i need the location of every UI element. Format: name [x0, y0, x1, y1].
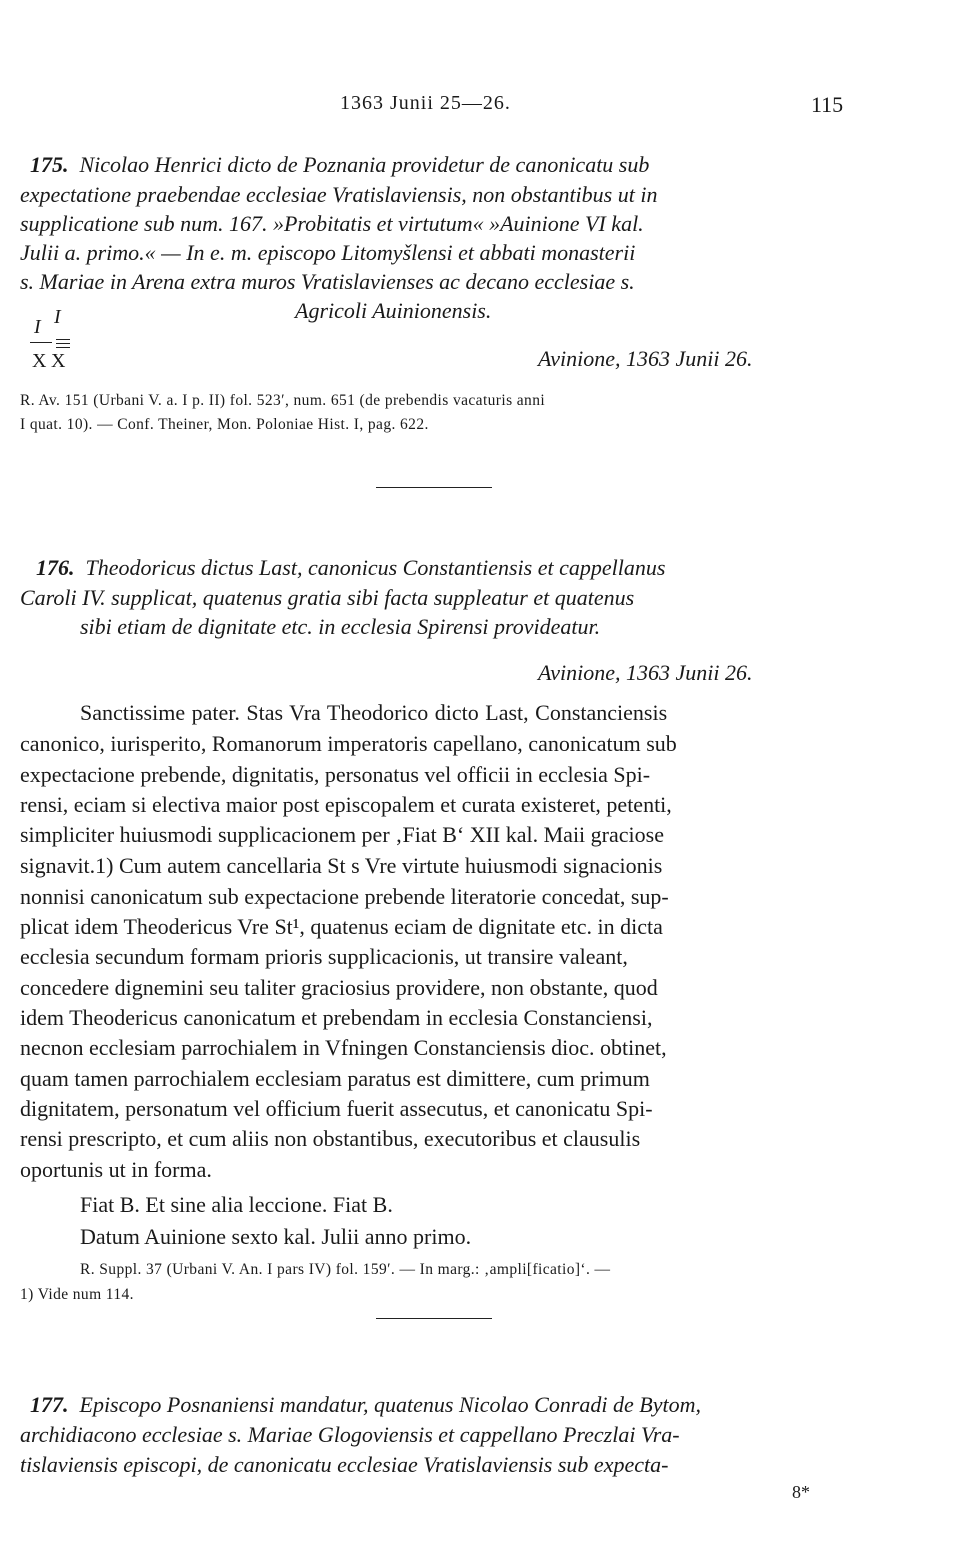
body-line-15: rensi prescripto, et cum aliis non obstantibus, executoribus et clausulis [20, 1126, 641, 1151]
entry-176-place-date: Avinione, 1363 Junii 26. [538, 660, 753, 685]
footnote: 1) Vide num 114. [20, 1286, 134, 1303]
fraction-bottom-right: X [51, 350, 66, 372]
entry-175-source-1: R. Av. 151 (Urbani V. a. I p. II) fol. 523′, num. 651 (de prebendis vacaturis anni [20, 392, 546, 409]
body-line-13: quam tamen parrochialem ecclesiam paratus est dimittere, cum primum [20, 1066, 650, 1091]
fraction-bar-right-3 [56, 347, 70, 348]
section-divider [376, 487, 492, 488]
body-line-10: concedere dignemini seu taliter graciosius providere, non obstante, quod [20, 975, 658, 1000]
fraction-bottom-left: X [32, 350, 47, 372]
fraction-bar-right-2 [56, 343, 70, 344]
body-line-11: idem Theodericus canonicatum et prebendam in ecclesia Constanciensi, [20, 1005, 653, 1030]
entry-177-line-2: archidiacono ecclesiae s. Mariae Glogoviensis et cappellano Preczlai Vra- [20, 1422, 680, 1447]
entry-175-source-2: I quat. 10). — Conf. Theiner, Mon. Poloniae Hist. I, pag. 622. [20, 416, 429, 433]
section-divider [376, 1318, 492, 1319]
entry-176-line-2: Caroli IV. supplicat, quatenus gratia sibi facta suppleatur et quatenus [20, 585, 635, 610]
body-line-7: nonnisi canonicatum sub expectacione prebende literatorie concedat, sup- [20, 884, 669, 909]
entry-175-line-6: Agricoli Auinionensis. [295, 298, 492, 323]
entry-177-line-3: tislaviensis episcopi, de canonicatu ecclesiae Vratislaviensis sub expecta- [20, 1452, 669, 1477]
entry-number: 177. [30, 1392, 69, 1417]
running-head: 1363 Junii 25—26. [340, 92, 511, 114]
entry-176-line-1: 176. Theodoricus dictus Last, canonicus Constantiensis et cappellanus [36, 555, 666, 580]
entry-176-source: R. Suppl. 37 (Urbani V. An. I pars IV) fol. 159′. — In marg.: ‚ampli[ficatio]‘. — [80, 1261, 611, 1278]
page-header [0, 92, 960, 122]
body-line-12: necnon ecclesiam parrochialem in Vfningen Constanciensis dioc. obtinet, [20, 1035, 667, 1060]
body-line-5: simpliciter huiusmodi supplicacionem per ‚Fiat B‘ XII kal. Maii graciose [20, 822, 664, 847]
entry-175-line-1: 175. Nicolao Henrici dicto de Poznania providetur de canonicatu sub [30, 152, 650, 177]
fiat-line: Fiat B. Et sine alia leccione. Fiat B. [80, 1192, 393, 1217]
datum-line: Datum Auinione sexto kal. Julii anno primo. [80, 1224, 472, 1249]
entry-175-place-date: Avinione, 1363 Junii 26. [538, 346, 753, 371]
entry-175-line-3: supplicatione sub num. 167. »Probitatis et virtutum« »Auinione VI kal. [20, 211, 644, 236]
body-line-1: Sanctissime pater. Stas Vra Theodorico dicto Last, Constanciensis [80, 700, 668, 725]
body-line-6: signavit.1) Cum autem cancellaria St s Vre virtute huiusmodi signacionis [20, 853, 663, 878]
entry-177-line-1: 177. Episcopo Posnaniensi mandatur, quatenus Nicolao Conradi de Bytom, [30, 1392, 701, 1417]
body-line-14: dignitatem, personatum vel officium fuerit assecutus, et canonicatu Spi- [20, 1096, 653, 1121]
body-line-2: canonico, iurisperito, Romanorum imperatoris capellano, canonicatum sub [20, 731, 677, 756]
entry-175-line-2: expectatione praebendae ecclesiae Vratislaviensis, non obstantibus ut in [20, 182, 658, 207]
fraction-bar-left [30, 342, 52, 343]
body-line-4: rensi, eciam si electiva maior post episcopalem et curata existeret, petenti, [20, 792, 672, 817]
entry-175-line-5: s. Mariae in Arena extra muros Vratislavienses ac decano ecclesiae s. [20, 269, 635, 294]
body-line-9: ecclesia secundum formam prioris supplicacionis, ut transire valeant, [20, 944, 628, 969]
body-line-8: plicat idem Theodericus Vre St¹, quatenus eciam de dignitate etc. in dicta [20, 914, 663, 939]
body-line-3: expectacione prebende, dignitatis, personatus vel officii in ecclesia Spi- [20, 762, 651, 787]
entry-number: 175. [30, 152, 69, 177]
entry-176-line-3: sibi etiam de dignitate etc. in ecclesia Spirensi provideatur. [80, 614, 601, 639]
body-line-16: oportunis ut in forma. [20, 1157, 212, 1182]
page-number: 115 [811, 92, 844, 117]
entry-number: 176. [36, 555, 75, 580]
fraction-top-left: I [34, 316, 41, 338]
fraction-top-right: I [54, 306, 61, 328]
fraction-bar-right-1 [56, 339, 70, 340]
signature-mark: 8* [792, 1482, 810, 1502]
entry-175-line-4: Julii a. primo.« — In e. m. episcopo Litomyšlensi et abbati monasterii [20, 240, 636, 265]
